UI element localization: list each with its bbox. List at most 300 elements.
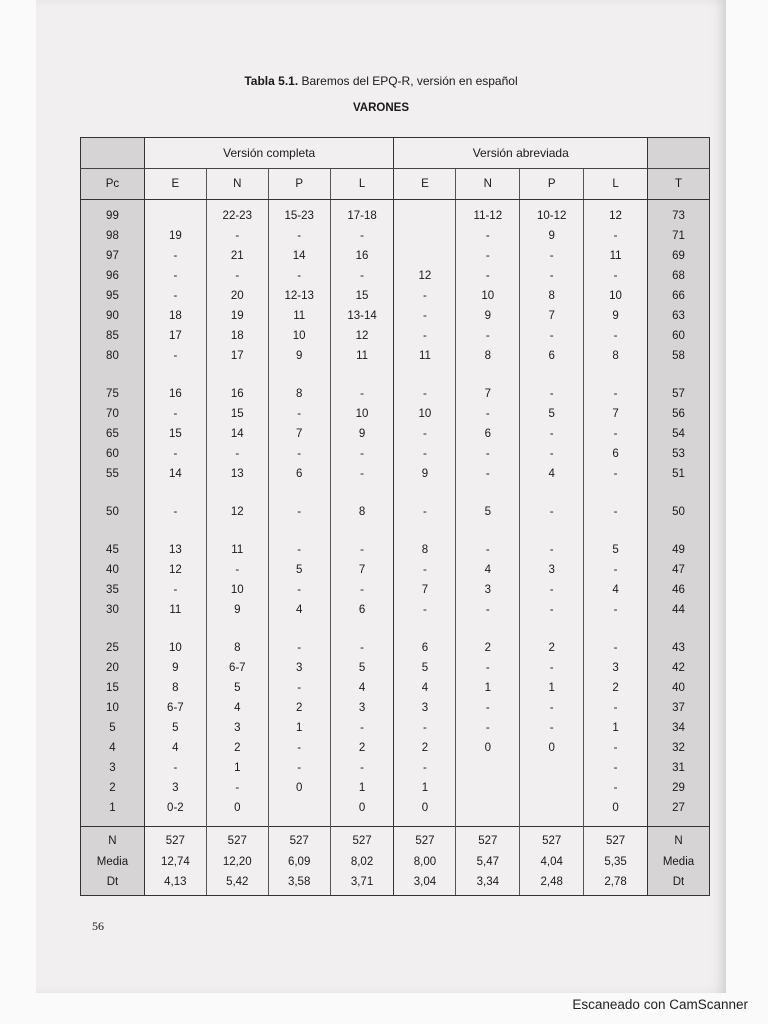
score-cell: 0 <box>612 802 619 814</box>
t-score-cell: 42 <box>648 658 710 678</box>
spacer-cell <box>394 484 456 502</box>
score-cell: 21 <box>206 246 268 266</box>
spacer-row <box>81 484 710 502</box>
stats-label: N <box>81 827 145 852</box>
stats-value: 527 <box>584 827 648 852</box>
table-row <box>81 738 710 758</box>
score-cell: 7 <box>394 580 456 600</box>
score-cell: 10 <box>456 286 520 306</box>
score-cell: 1 <box>330 778 394 798</box>
percentile-cell: 3 <box>81 758 145 778</box>
score-cell: - <box>144 404 206 424</box>
score-cell: - <box>206 226 268 246</box>
score-cell: - <box>268 580 330 600</box>
score-cell: - <box>456 266 520 286</box>
spacer-cell <box>144 522 206 540</box>
score-cell: - <box>520 246 584 266</box>
score-cell: 6 <box>330 600 394 620</box>
table-row <box>81 560 710 580</box>
score-cell: 10 <box>609 290 622 302</box>
score-cell: 0 <box>268 778 330 798</box>
score-cell: - <box>394 306 456 326</box>
score-cell: 12 <box>609 210 622 222</box>
score-cell: 9 <box>206 600 268 620</box>
score-cell: 1 <box>268 718 330 738</box>
score-cell: - <box>394 600 456 620</box>
score-cell: - <box>520 600 584 620</box>
score-cell: 3 <box>520 560 584 580</box>
score-cell: 5 <box>268 560 330 580</box>
table-title-label: Tabla 5.1. <box>244 74 299 88</box>
percentile-cell: 35 <box>81 580 145 600</box>
score-cell: - <box>456 326 520 346</box>
score-cell <box>520 798 584 827</box>
column-header: N <box>206 169 268 200</box>
score-cell: 8 <box>612 350 619 362</box>
score-cell: - <box>268 266 330 286</box>
column-header-row <box>81 169 710 200</box>
score-cell: 2 <box>612 682 619 694</box>
score-cell: 4 <box>206 698 268 718</box>
score-cell: 17-18 <box>330 200 394 227</box>
score-cell: 1 <box>394 778 456 798</box>
t-score-cell: 34 <box>648 718 710 738</box>
score-cell: 13-14 <box>330 306 394 326</box>
spacer-cell <box>144 484 206 502</box>
t-score-cell: 66 <box>648 286 710 306</box>
score-cell: 4 <box>394 678 456 698</box>
score-cell: - <box>144 502 206 522</box>
score-cell: - <box>394 424 456 444</box>
spacer-cell <box>268 484 330 502</box>
score-cell: 5 <box>144 718 206 738</box>
score-cell: 8 <box>206 638 268 658</box>
percentile-cell: 40 <box>81 560 145 580</box>
score-cell: - <box>613 506 618 518</box>
column-header: T <box>648 169 710 200</box>
percentile-cell: 80 <box>81 346 145 366</box>
stats-label: Dt <box>81 872 145 895</box>
score-cell: 4 <box>520 464 584 484</box>
stats-value: 527 <box>206 827 268 852</box>
score-cell: - <box>330 266 394 286</box>
score-cell: - <box>330 444 394 464</box>
score-cell: - <box>456 698 520 718</box>
stats-value: 4,13 <box>144 872 206 895</box>
table-stats <box>81 827 710 896</box>
spacer-cell <box>268 522 330 540</box>
column-header: P <box>520 169 584 200</box>
score-cell: - <box>144 246 206 266</box>
percentile-cell: 1 <box>81 798 145 827</box>
score-cell: 10-12 <box>520 200 584 227</box>
score-cell <box>456 798 520 827</box>
spacer-cell <box>520 522 584 540</box>
percentile-cell: 97 <box>81 246 145 266</box>
percentile-cell: 75 <box>81 384 145 404</box>
t-score-cell: 49 <box>648 540 710 560</box>
score-cell <box>520 758 584 778</box>
spacer-cell <box>81 366 145 384</box>
table-row <box>81 658 710 678</box>
table-row <box>81 464 710 484</box>
score-cell: 10 <box>268 326 330 346</box>
score-cell: 15-23 <box>268 200 330 227</box>
score-cell: - <box>268 444 330 464</box>
score-cell: - <box>394 326 456 346</box>
score-cell: - <box>206 444 268 464</box>
column-header: L <box>584 169 648 200</box>
score-cell: 3 <box>394 698 456 718</box>
stats-label: Dt <box>648 872 710 895</box>
score-cell <box>456 758 520 778</box>
score-cell: 11 <box>268 306 330 326</box>
score-cell: - <box>613 762 618 774</box>
spacer-cell <box>648 366 710 384</box>
percentile-cell: 99 <box>81 200 145 227</box>
score-cell: - <box>394 502 456 522</box>
norms-table <box>80 137 710 896</box>
score-cell: - <box>520 444 584 464</box>
stats-value: 527 <box>268 827 330 852</box>
stats-value: 2,48 <box>520 872 584 895</box>
score-cell: 6-7 <box>206 658 268 678</box>
score-cell: - <box>613 230 618 242</box>
score-cell: 1 <box>520 678 584 698</box>
table-row <box>81 286 710 306</box>
score-cell: 11-12 <box>456 200 520 227</box>
table-row <box>81 758 710 778</box>
spacer-cell <box>206 484 268 502</box>
table-row <box>81 266 710 286</box>
score-cell: - <box>456 658 520 678</box>
score-cell: 14 <box>268 246 330 266</box>
stats-value: 3,71 <box>330 872 394 895</box>
score-cell: 22-23 <box>206 200 268 227</box>
score-cell <box>456 778 520 798</box>
score-cell: - <box>394 560 456 580</box>
stats-value: 527 <box>144 827 206 852</box>
score-cell: 13 <box>206 464 268 484</box>
score-cell: - <box>268 678 330 698</box>
t-score-cell: 73 <box>648 200 710 227</box>
spacer-row <box>81 522 710 540</box>
score-cell: 14 <box>144 464 206 484</box>
t-score-cell: 63 <box>648 306 710 326</box>
t-score-cell: 53 <box>648 444 710 464</box>
table-row <box>81 718 710 738</box>
score-cell: 1 <box>206 758 268 778</box>
score-cell: - <box>330 718 394 738</box>
spacer-cell <box>268 366 330 384</box>
score-cell: 3 <box>206 718 268 738</box>
score-cell: - <box>456 718 520 738</box>
stats-value: 5,35 <box>604 855 627 868</box>
page-number: 56 <box>92 919 104 933</box>
t-score-cell: 71 <box>648 226 710 246</box>
spacer-cell <box>394 366 456 384</box>
score-cell: 4 <box>456 560 520 580</box>
score-cell: - <box>144 346 206 366</box>
score-cell: 11 <box>330 346 394 366</box>
score-cell: - <box>206 266 268 286</box>
score-cell: - <box>456 246 520 266</box>
score-cell: 2 <box>268 698 330 718</box>
score-cell: - <box>144 286 206 306</box>
score-cell: 12 <box>330 326 394 346</box>
corner-cell <box>81 138 145 169</box>
stats-value: 527 <box>330 827 394 852</box>
spacer-cell <box>520 484 584 502</box>
table-row <box>81 540 710 560</box>
score-cell <box>144 200 206 227</box>
score-cell: 10 <box>394 404 456 424</box>
spacer-cell <box>584 522 648 540</box>
score-cell: 6 <box>612 448 619 460</box>
percentile-cell: 30 <box>81 600 145 620</box>
score-cell <box>394 226 456 246</box>
table-row <box>81 502 710 522</box>
score-cell: 0-2 <box>144 798 206 827</box>
score-cell: 8 <box>456 346 520 366</box>
spacer-cell <box>520 620 584 638</box>
stats-value: 2,78 <box>584 872 648 895</box>
score-cell <box>394 200 456 227</box>
stats-label: Media <box>648 852 710 873</box>
spacer-cell <box>648 484 710 502</box>
score-cell: 10 <box>330 404 394 424</box>
score-cell: 2 <box>456 638 520 658</box>
percentile-cell: 50 <box>81 502 145 522</box>
score-cell: - <box>520 326 584 346</box>
score-cell: - <box>268 540 330 560</box>
score-cell: - <box>520 424 584 444</box>
score-cell: - <box>613 742 618 754</box>
t-score-cell: 68 <box>648 266 710 286</box>
t-score-cell: 60 <box>648 326 710 346</box>
score-cell: 12-13 <box>268 286 330 306</box>
score-cell: 3 <box>330 698 394 718</box>
score-cell: 7 <box>456 384 520 404</box>
score-cell: 9 <box>330 424 394 444</box>
table-row <box>81 200 710 227</box>
column-header: P <box>268 169 330 200</box>
score-cell: 19 <box>144 226 206 246</box>
score-cell: - <box>330 384 394 404</box>
score-cell: 12 <box>206 502 268 522</box>
spacer-cell <box>330 484 394 502</box>
score-cell: - <box>144 266 206 286</box>
score-cell: - <box>456 404 520 424</box>
percentile-cell: 4 <box>81 738 145 758</box>
t-score-cell: 58 <box>648 346 710 366</box>
table-row <box>81 246 710 266</box>
percentile-cell: 55 <box>81 464 145 484</box>
table-row <box>81 444 710 464</box>
score-cell: - <box>268 404 330 424</box>
t-score-cell: 51 <box>648 464 710 484</box>
stats-label: Media <box>81 852 145 873</box>
column-header: E <box>394 169 456 200</box>
table-row <box>81 306 710 326</box>
score-cell: 5 <box>394 658 456 678</box>
score-cell: - <box>394 286 456 306</box>
score-cell: 19 <box>206 306 268 326</box>
t-score-cell: 69 <box>648 246 710 266</box>
t-score-cell: 32 <box>648 738 710 758</box>
t-score-cell: 29 <box>648 778 710 798</box>
column-header: E <box>144 169 206 200</box>
spacer-cell <box>206 620 268 638</box>
score-cell: 16 <box>206 384 268 404</box>
score-cell: 0 <box>394 798 456 827</box>
percentile-cell: 20 <box>81 658 145 678</box>
spacer-cell <box>206 366 268 384</box>
score-cell: 0 <box>520 738 584 758</box>
stats-label: N <box>648 827 710 852</box>
score-cell: 2 <box>520 638 584 658</box>
score-cell: - <box>394 758 456 778</box>
corner-cell-t <box>648 138 710 169</box>
score-cell: - <box>613 270 618 282</box>
score-cell: - <box>456 600 520 620</box>
score-cell: - <box>330 464 394 484</box>
spacer-cell <box>206 522 268 540</box>
t-score-cell: 54 <box>648 424 710 444</box>
score-cell: 1 <box>456 678 520 698</box>
score-cell: - <box>268 738 330 758</box>
table-row <box>81 778 710 798</box>
t-score-cell: 46 <box>648 580 710 600</box>
score-cell: 9 <box>144 658 206 678</box>
stats-value: 12,20 <box>206 852 268 873</box>
score-cell: 4 <box>144 738 206 758</box>
score-cell: - <box>330 226 394 246</box>
score-cell: 2 <box>206 738 268 758</box>
score-cell: - <box>520 698 584 718</box>
score-cell: 4 <box>330 678 394 698</box>
spacer-cell <box>81 522 145 540</box>
score-cell: 8 <box>394 540 456 560</box>
table-row <box>81 404 710 424</box>
column-header: N <box>456 169 520 200</box>
score-cell: - <box>613 388 618 400</box>
scanned-page <box>36 0 726 993</box>
score-cell: - <box>613 604 618 616</box>
score-cell: - <box>456 226 520 246</box>
score-cell: - <box>613 702 618 714</box>
score-cell <box>520 778 584 798</box>
score-cell: 10 <box>144 638 206 658</box>
spacer-cell <box>456 366 520 384</box>
score-cell: 0 <box>330 798 394 827</box>
score-cell: 16 <box>144 384 206 404</box>
score-cell: 3 <box>456 580 520 600</box>
scanner-watermark: Escaneado con CamScanner <box>572 997 748 1012</box>
score-cell: 7 <box>612 408 619 420</box>
score-cell: - <box>394 444 456 464</box>
spacer-row <box>81 366 710 384</box>
score-cell: 9 <box>520 226 584 246</box>
percentile-cell: 45 <box>81 540 145 560</box>
score-cell: 6 <box>394 638 456 658</box>
spacer-cell <box>456 484 520 502</box>
score-cell: - <box>456 464 520 484</box>
spacer-cell <box>394 522 456 540</box>
score-cell: 9 <box>612 310 619 322</box>
t-score-cell: 57 <box>648 384 710 404</box>
group-version-completa: Versión completa <box>144 138 394 169</box>
score-cell: - <box>613 642 618 654</box>
score-cell: 9 <box>456 306 520 326</box>
percentile-cell: 90 <box>81 306 145 326</box>
stats-value: 4,04 <box>520 852 584 873</box>
spacer-cell <box>520 366 584 384</box>
score-cell: - <box>613 782 618 794</box>
score-cell: 5 <box>520 404 584 424</box>
spacer-cell <box>144 366 206 384</box>
score-cell: - <box>456 540 520 560</box>
column-header: Pc <box>81 169 145 200</box>
score-cell: 15 <box>206 404 268 424</box>
score-cell: 6 <box>520 346 584 366</box>
group-version-abreviada: Versión abreviada <box>394 138 648 169</box>
stats-value: 527 <box>394 827 456 852</box>
stats-value: 527 <box>456 827 520 852</box>
spacer-cell <box>456 620 520 638</box>
score-cell: 17 <box>206 346 268 366</box>
score-cell: 3 <box>268 658 330 678</box>
table-title-text: Baremos del EPQ-R, versión en español <box>298 74 518 88</box>
score-cell: - <box>520 580 584 600</box>
spacer-cell <box>584 484 648 502</box>
stats-value: 3,04 <box>394 872 456 895</box>
spacer-cell <box>456 522 520 540</box>
score-cell: - <box>520 658 584 678</box>
score-cell: - <box>268 502 330 522</box>
t-score-cell: 43 <box>648 638 710 658</box>
score-cell: - <box>520 540 584 560</box>
score-cell: 13 <box>144 540 206 560</box>
percentile-cell: 15 <box>81 678 145 698</box>
score-cell: - <box>394 384 456 404</box>
score-cell: - <box>456 444 520 464</box>
table-subtitle: VARONES <box>352 102 410 114</box>
score-cell: 0 <box>456 738 520 758</box>
spacer-cell <box>330 522 394 540</box>
score-cell: 14 <box>206 424 268 444</box>
spacer-cell <box>81 620 145 638</box>
score-cell: - <box>206 560 268 580</box>
table-row <box>81 698 710 718</box>
percentile-cell: 10 <box>81 698 145 718</box>
table-row <box>81 798 710 827</box>
score-cell: 20 <box>206 286 268 306</box>
table-row <box>81 580 710 600</box>
score-cell: 7 <box>520 306 584 326</box>
score-cell: 11 <box>609 250 622 262</box>
score-cell: 4 <box>268 600 330 620</box>
spacer-cell <box>144 620 206 638</box>
score-cell: - <box>330 540 394 560</box>
score-cell: - <box>520 502 584 522</box>
stats-value: 527 <box>520 827 584 852</box>
t-score-cell: 56 <box>648 404 710 424</box>
spacer-row <box>81 620 710 638</box>
score-cell: 5 <box>330 658 394 678</box>
score-cell: 5 <box>206 678 268 698</box>
table-body <box>81 200 710 827</box>
